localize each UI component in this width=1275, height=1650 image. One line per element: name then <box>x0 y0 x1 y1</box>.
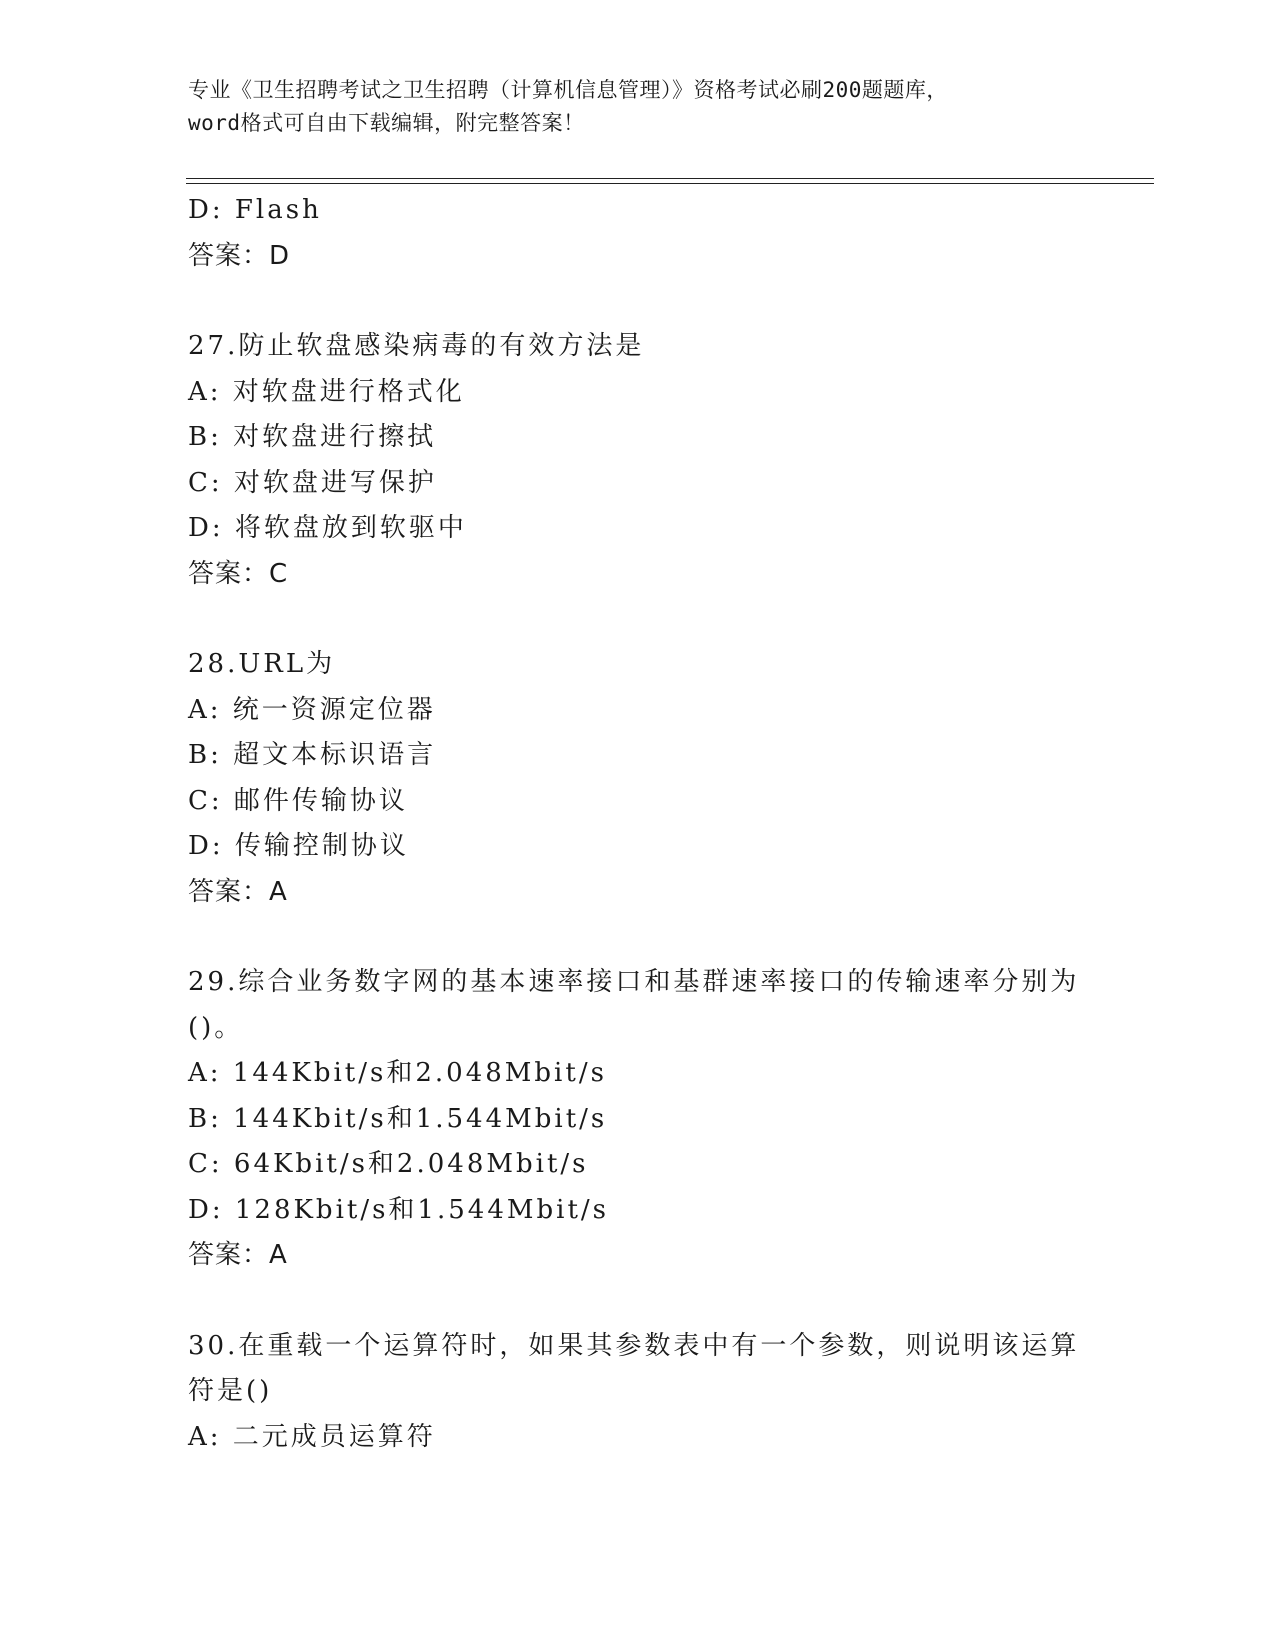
option-a: A: 对软盘进行格式化 <box>188 376 465 407</box>
question-29 <box>188 960 1088 1279</box>
option-b: B: 对软盘进行擦拭 <box>188 422 437 452</box>
option-b: B: 144Kbit/s和1.544Mbit/s <box>188 1103 608 1134</box>
option-d: D: Flash <box>188 195 322 225</box>
header-divider-bottom <box>186 183 1154 184</box>
header-divider-top <box>186 178 1154 179</box>
question-text-line-1: 30.在重载一个运算符时，如果其参数表中有一个参数，则说明该运算 <box>188 1330 1080 1361</box>
question-27 <box>188 324 1088 597</box>
option-b: B: 超文本标识语言 <box>188 740 437 770</box>
option-d: D: 将软盘放到软驱中 <box>188 513 467 543</box>
option-a: A: 统一资源定位器 <box>188 694 436 725</box>
header-title-line-1: 专业《卫生招聘考试之卫生招聘（计算机信息管理）》资格考试必刷200题题库， <box>188 78 948 102</box>
spacer <box>188 1279 1088 1324</box>
question-26 <box>188 188 1088 279</box>
option-d: D: 128Kbit/s和1.544Mbit/s <box>188 1194 609 1225</box>
document-header <box>188 74 1088 140</box>
answer: 答案：A <box>188 876 288 907</box>
answer: 答案：C <box>188 558 289 589</box>
spacer <box>188 597 1088 642</box>
option-a: A: 二元成员运算符 <box>188 1421 436 1452</box>
answer: 答案：A <box>188 1240 288 1270</box>
option-c: C: 对软盘进写保护 <box>188 467 437 498</box>
option-a: A: 144Kbit/s和2.048Mbit/s <box>188 1058 607 1088</box>
option-d: D: 传输控制协议 <box>188 831 409 861</box>
spacer <box>188 915 1088 960</box>
spacer <box>188 279 1088 324</box>
question-30 <box>188 1324 1088 1461</box>
question-text-line-2: ()。 <box>188 1012 244 1043</box>
header-title-line-2: word格式可自由下载编辑，附完整答案！ <box>188 111 585 135</box>
question-text: 27.防止软盘感染病毒的有效方法是 <box>188 331 645 361</box>
option-c: C: 邮件传输协议 <box>188 785 408 816</box>
question-28 <box>188 642 1088 915</box>
option-c: C: 64Kbit/s和2.048Mbit/s <box>188 1149 589 1179</box>
answer: 答案：D <box>188 240 291 271</box>
question-text: 28.URL为 <box>188 649 336 679</box>
question-list <box>188 188 1088 1460</box>
question-text-line-1: 29.综合业务数字网的基本速率接口和基群速率接口的传输速率分别为 <box>188 967 1080 997</box>
question-text-line-2: 符是() <box>188 1376 273 1406</box>
